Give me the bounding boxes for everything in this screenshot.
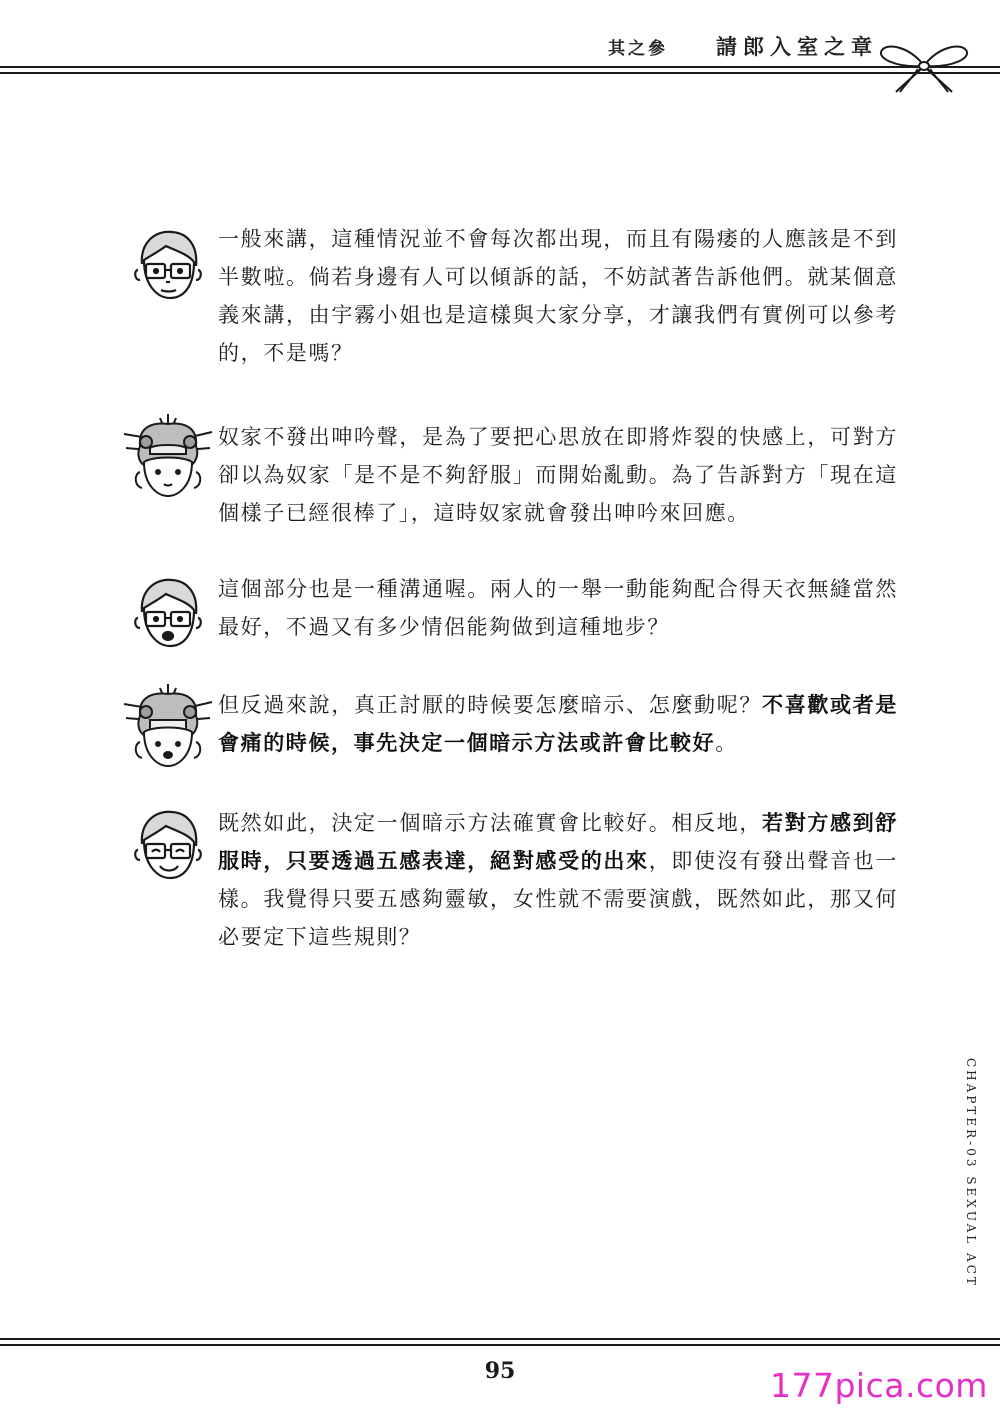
header-title: 請郎入室之章 — [716, 35, 878, 59]
dialogue-block — [128, 418, 908, 532]
man-with-glasses-avatar-icon — [128, 804, 208, 884]
page-number: 95 — [484, 1358, 516, 1384]
dialogue-text — [218, 220, 898, 372]
ribbon-bow-icon — [874, 38, 974, 94]
footer-rule-top — [0, 1338, 1000, 1340]
dialogue-text-run: 奴家不發出呻吟聲，是為了要把心思放在即將炸裂的快感上，可對方卻以為奴家「是不是不夠舒服」而開始亂動。為了告訴對方「現在這個樣子已經很棒了」，這時奴家就會發出呻吟來回應。 — [218, 425, 898, 525]
dialogue-block — [128, 220, 908, 372]
chapter-side-label: CHAPTER-03 SEXUAL ACT — [964, 1058, 978, 1288]
dialogue-block — [128, 804, 908, 956]
dialogue-text-run: 。 — [715, 731, 738, 755]
header-chapter-label: 其之參 — [608, 39, 668, 59]
watermark-text: 177pica.com — [770, 1366, 988, 1405]
dialogue-text-run: 既然如此，決定一個暗示方法確實會比較好。相反地， — [218, 811, 763, 835]
dialogue-block — [128, 570, 908, 646]
dialogue-text — [218, 570, 898, 646]
geisha-avatar-icon — [120, 412, 216, 500]
footer-rule-bottom — [0, 1344, 1000, 1346]
header-rule-top — [0, 66, 1000, 68]
dialogue-text — [218, 804, 898, 956]
header-rule-bottom — [0, 72, 1000, 74]
dialogue-text — [218, 418, 898, 532]
geisha-avatar-icon — [120, 682, 216, 770]
emphasized-text: 若對方感到舒服時，只要透過五感表達，絕對感受的出來 — [218, 811, 898, 873]
dialogue-text-run: 一般來講，這種情況並不會每次都出現，而且有陽痿的人應該是不到半數啦。倘若身邊有人可以傾訴的話，不妨試著告訴他們。就某個意義來講，由宇霧小姐也是這樣與大家分享，才讓我們有實例可以參考的，不是嗎？ — [218, 227, 898, 365]
dialogue-text-run: 但反過來說，真正討厭的時候要怎麼暗示、怎麼動呢？ — [218, 693, 763, 717]
dialogue-block — [128, 686, 908, 762]
emphasized-text: 不喜歡或者是會痛的時候，事先決定一個暗示方法或許會比較好 — [218, 693, 898, 755]
man-with-glasses-avatar-icon — [128, 224, 208, 304]
dialogue-text — [218, 686, 898, 762]
man-with-glasses-avatar-icon — [128, 572, 208, 652]
dialogue-text-run: 這個部分也是一種溝通喔。兩人的一舉一動能夠配合得天衣無縫當然最好，不過又有多少情侶能夠做到這種地步？ — [218, 577, 898, 639]
dialogue-text-run: ，即使沒有發出聲音也一樣。我覺得只要五感夠靈敏，女性就不需要演戲，既然如此，那又何必要定下這些規則？ — [218, 849, 898, 949]
